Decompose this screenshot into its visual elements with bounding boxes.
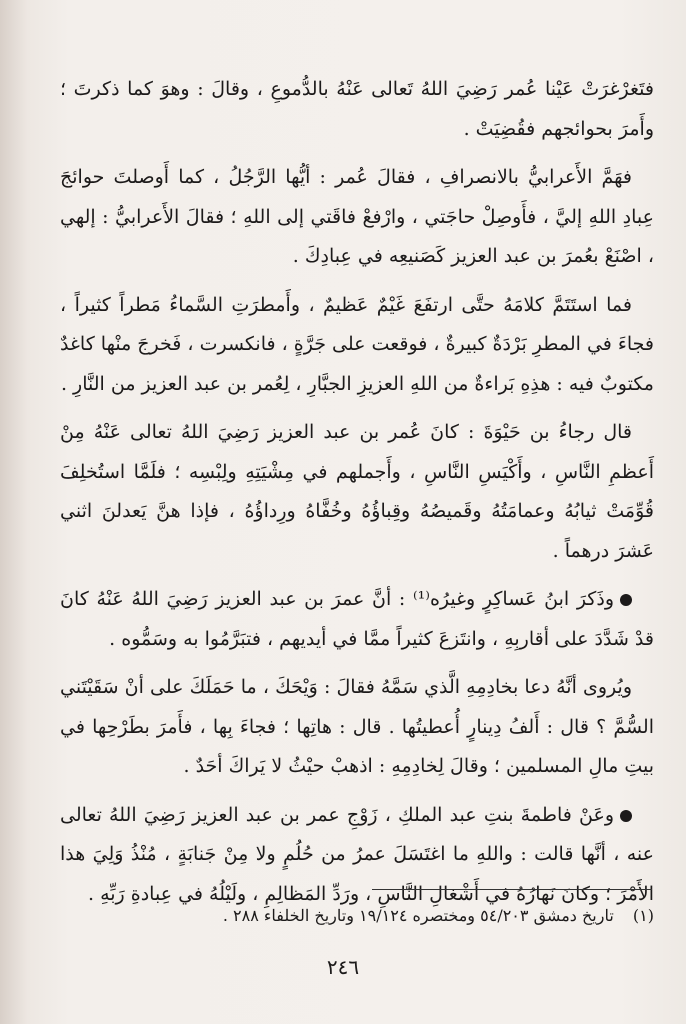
paragraph-4-text: قال رجاءُ بن حَيْوَةَ : كانَ عُمر بن عبد العزيز رَضِيَ اللهُ تعالى عَنْهُ مِنْ أَعظمِ النَّاسِ ، وأَكْيَسِ النَّاسِ ، وأَجملهم في مِشْيَتِهِ ولِبْسِه ؛ فلَمَّا استُخلِفَ قُوِّمَتْ ثيابُهُ وعمامَتُهُ وقَميصُهُ وقِباؤُهُ وخُفَّاهُ ورِداؤُهُ ، فإذا هنَّ يَعدلنَ اثني عَشرَ درهماً .	[60, 421, 654, 562]
paragraph-3	[60, 286, 654, 405]
paragraph-6-text: ويُروى أنَّهُ دعا بخادِمِهِ الَّذي سَمَّهُ فقالَ : وَيْحَكَ ، ما حَمَلَكَ على أنْ سَقَيْتَني السُّمَّ ؟ قال : أَلفُ دِينارٍ أُعطيتُها . قال : هاتِها ؛ فجاءَ بِها ، فأَمرَ بطَرْحِها في بيتِ مالِ المسلمين ؛ وقالَ لِخادِمِهِ : اذهبْ حيْثُ لا يَراكَ أحَدٌ .	[60, 676, 654, 777]
paragraph-2	[60, 158, 654, 277]
paragraph-1	[60, 70, 654, 149]
main-text	[60, 70, 654, 923]
paragraph-5-text: وذَكرَ ابنُ عَساكِرٍ وغيرُه⁽¹⁾ : أنَّ عمرَ بن عبد العزيز رَضِيَ اللهُ عَنْهُ كانَ قدْ شَدَّدَ على أقاربِهِ ، وانتَزعَ كثيراً ممَّا في أيديهم ، فتبَرَّمُوا به وسَمُّوه .	[60, 588, 654, 650]
paragraph-7-text: وعَنْ فاطمةَ بنتِ عبد الملكِ ، زَوْجِ عمر بن عبد العزيز رَضِيَ اللهُ تعالى عنه ، أنَّها قالت : واللهِ ما اغتَسَلَ عمرُ من حُلُمٍ ولا مِنْ جَنابَةٍ ، مُنْذُ وَلِيَ هذا الأَمْرَ ؛ وكانَ نَهارُهُ في أَشْغالِ النَّاسِ ، ورَدِّ المَظالِمِ ، ولَيْلُهُ في عِبادةِ رَبِّهِ .	[60, 803, 654, 905]
paragraph-1-text: فتَغرْغرَتْ عَيْنا عُمر رَضِيَ اللهُ تَعالى عَنْهُ بالدُّموعِ ، وقالَ : وهوَ كما ذكرتَ ؛ وأَمرَ بحوائجهم فقُضِيَتْ .	[60, 78, 654, 140]
footnote-text: تاريخ دمشق ٥٤/٢٠٣ ومختصره ١٩/١٢٤ وتاريخ الخلفاء ٢٨٨ .	[222, 906, 614, 925]
paragraph-5	[60, 580, 654, 659]
page-number: ٢٤٦	[326, 955, 360, 979]
paragraph-2-text: فهَمَّ الأَعرابيُّ بالانصرافِ ، فقالَ عُمر : أيُّها الرَّجُلُ ، كما أَوصلتَ حوائجَ عِبادِ اللهِ إليَّ ، فأَوصِلْ حاجَتي ، وارْفعْ فاقَتي إلى اللهِ ؛ فقالَ الأَعرابيُّ : إلهي ، اصْنَعْ بعُمرَ بن عبد العزيز كَصَنيعِه في عِبادِكَ .	[60, 166, 654, 267]
footnote-number: (١)	[632, 906, 654, 925]
paragraph-7	[60, 796, 654, 915]
paragraph-3-text: فما استَتَمَّ كلامَهُ حتَّى ارتفَعَ غَيْمٌ عَظيمٌ ، وأَمطرَتِ السَّماءُ مَطراً كثيراً ، فجاءَ في المطرِ بَرْدَةٌ كبيرةٌ ، فوقعت على جَرَّةٍ ، فانكسرت ، فَخرجَ منْها كاغدٌ مكتوبٌ فيه : هذِهِ بَراءةٌ من اللهِ العزيزِ الجبَّارِ ، لِعُمر بن عبد العزيز من النَّارِ .	[60, 293, 654, 395]
bullet-icon	[620, 594, 632, 606]
footnote	[40, 902, 654, 930]
paragraph-6	[60, 668, 654, 787]
bullet-icon	[620, 810, 632, 822]
paragraph-4	[60, 413, 654, 571]
footnote-divider	[372, 889, 652, 890]
